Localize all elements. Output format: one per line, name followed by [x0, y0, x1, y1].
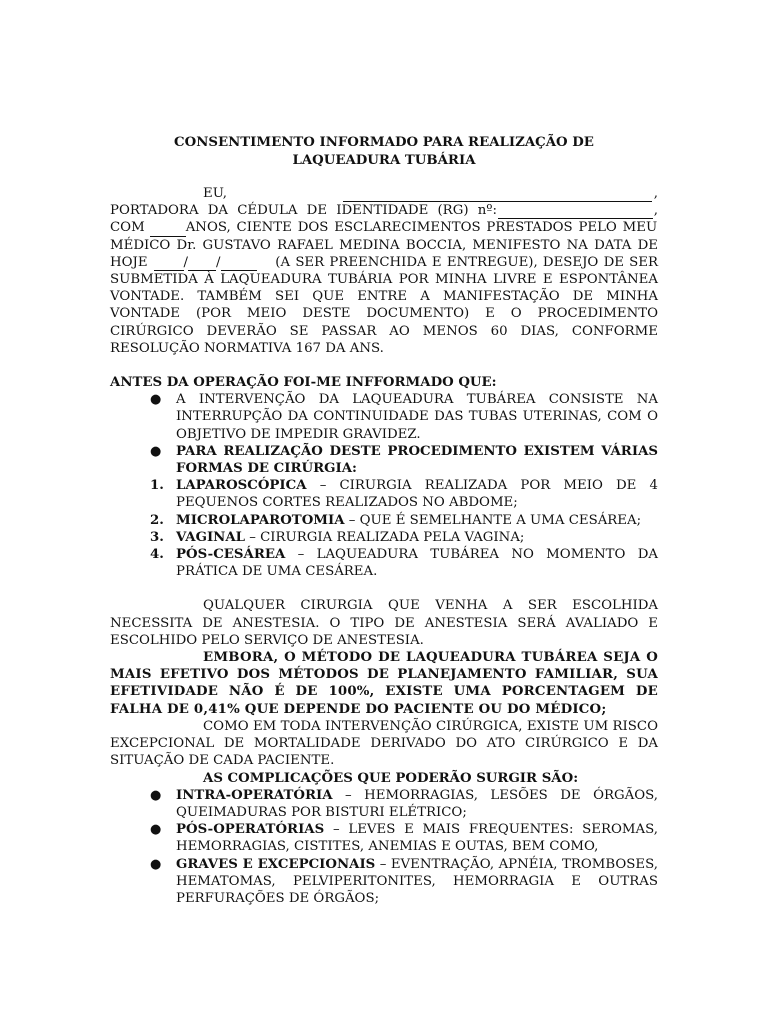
date-note: (A SER PREENCHIDA E ENTREGUE), DESEJO DE SER: [275, 254, 658, 270]
bullet-text: A INTERVENÇÃO DA LAQUEADURA TUBÁREA CONSISTE NA INTERRUPÇÃO DA CONTINUIDADE DAS TUBAS UTERINAS, COM O OBJETIVO DE IMPEDIR GRAVIDEZ.: [176, 392, 658, 442]
rg-label: PORTADORA DA CÉDULA DE IDENTIDADE (RG) nº:: [110, 203, 498, 219]
complication-desc: – HEMORRAGIAS, LESÕES DE ÓRGÃOS, QUEIMADURAS POR BISTURI ELÉTRICO;: [176, 787, 658, 820]
day-blank[interactable]: [154, 258, 184, 271]
age-blank[interactable]: [150, 224, 186, 237]
age-text: ANOS, CIENTE DOS ESCLARECIMENTOS PRESTADOS PELO MEU: [185, 220, 658, 236]
com-label: COM: [110, 220, 145, 236]
risk-paragraph: COMO EM TODA INTERVENÇÃO CIRÚRGICA, EXISTE UM RISCO EXCEPCIONAL DE MORTALIDADE DERIVADO DO ATO CIRÚRGICO E DA SITUAÇÃO DE CADA PACIENTE.: [110, 718, 658, 769]
doctor-line: MÉDICO Dr. GUSTAVO RAFAEL MEDINA BOCCIA, MENIFESTO NA DATA DE: [110, 237, 658, 253]
complications-heading: AS COMPLICAÇÕES QUE PODERÃO SURGIR SÃO:: [203, 770, 579, 786]
complication-term: INTRA-OPERATÓRIA: [176, 787, 333, 803]
list-item: [110, 443, 658, 477]
list-item: [110, 546, 658, 580]
rg-blank[interactable]: [498, 205, 653, 219]
bullet-icon: ●: [150, 392, 162, 408]
complication-desc: – EVENTRAÇÃO, APNÉIA, TROMBOSES, HEMATOMAS, PELVIPERITONITES, HEMORRAGIA E OUTRAS PERFURAÇÕES DE ÓRGÃOS;: [176, 856, 658, 906]
item-desc: – CIRURGIA REALIZADA POR MEIO DE 4 PEQUENOS CORTES REALIZADOS NO ABDOME;: [176, 478, 658, 511]
complication-desc: – LEVES E MAIS FREQUENTES: SEROMAS, HEMORRAGIAS, CISTITES, ANEMIAS E OUTAS, BEM COMO,: [176, 822, 658, 855]
rg-line: [110, 202, 658, 219]
before-bullets: [110, 391, 658, 477]
month-blank[interactable]: [188, 258, 216, 271]
name-comma: ,: [653, 186, 658, 201]
item-number: 2.: [150, 512, 164, 528]
item-term: MICROLAPAROTOMIA: [176, 512, 345, 528]
name-blank[interactable]: [343, 188, 652, 202]
bullet-icon: ●: [150, 443, 162, 459]
item-number: 3.: [150, 529, 164, 545]
efficacy-paragraph: EMBORA, O MÉTODO DE LAQUEADURA TUBÁREA SEJA O MAIS EFETIVO DOS MÉTODOS DE PLANEJAMENTO FAMILIAR, SUA EFETIVIDADE NÃO É DE 100%, EXISTE UMA PORCENTAGEM DE FALHA DE 0,41% QUE DEPENDE DO PACIENTE OU DO MÉDICO;: [110, 650, 658, 717]
anesthesia-paragraph: QUALQUER CIRURGIA QUE VENHA A SER ESCOLHIDA NECESSITA DE ANESTESIA. O TIPO DE ANESTESIA SERÁ AVALIADO E ESCOLHIDO PELO SERVIÇO DE ANESTESIA.: [110, 598, 658, 648]
item-number: 4.: [150, 547, 164, 563]
before-heading: ANTES DA OPERAÇÃO FOI-ME INFFORMADO QUE:: [110, 375, 497, 391]
complications-list: [110, 787, 658, 907]
list-item: [110, 477, 658, 511]
list-item: [110, 512, 658, 529]
item-term: PÓS-CESÁREA: [176, 547, 286, 563]
consent-paragraph: SUBMETIDA À LAQUEADURA TUBÁRIA POR MINHA LIVRE E ESPONTÂNEA VONTADE. TAMBÉM SEI QUE ENTRE A MANIFESTAÇÃO DE MINHA VONTADE (POR MEIO DESTE DOCUMENTO) E O PROCEDIMENTO CIRÚRGICO DEVERÃO SE PASSAR AO MENOS 60 DIAS, CONFORME RESOLUÇÃO NORMATIVA 167 DA ANS.: [110, 272, 658, 356]
item-number: 1.: [150, 478, 164, 494]
list-item: [110, 821, 658, 855]
list-item: [110, 787, 658, 821]
rg-comma: ,: [653, 203, 658, 219]
item-desc: – CIRURGIA REALIZADA PELA VAGINA;: [245, 529, 525, 545]
surgery-types-list: [110, 477, 658, 580]
list-item: [110, 391, 658, 443]
item-desc: – LAQUEADURA TUBÁREA NO MOMENTO DA PRÁTICA DE UMA CESÁREA.: [176, 547, 658, 580]
complication-term: GRAVES E EXCEPCIONAIS: [176, 856, 376, 872]
document-title-line-1: CONSENTIMENTO INFORMADO PARA REALIZAÇÃO DE: [174, 135, 594, 150]
bullet-icon: ●: [150, 787, 162, 803]
document-title-line-2: LAQUEADURA TUBÁRIA: [292, 152, 476, 168]
item-term: VAGINAL: [176, 529, 245, 545]
item-desc: – QUE É SEMELHANTE A UMA CESÁREA;: [344, 512, 642, 528]
complication-term: PÓS-OPERATÓRIAS: [176, 822, 325, 838]
date-line: [110, 254, 658, 271]
bullet-icon: ●: [150, 822, 162, 838]
bullet-icon: ●: [150, 856, 162, 872]
date-sep-2: /: [216, 254, 221, 270]
list-item: [110, 856, 658, 908]
item-term: LAPAROSCÓPICA: [176, 478, 307, 494]
bullet-text: PARA REALIZAÇÃO DESTE PROCEDIMENTO EXISTEM VÁRIAS FORMAS DE CIRÚRGIA:: [176, 443, 658, 477]
date-sep-1: /: [183, 254, 189, 270]
age-line: [110, 219, 658, 236]
name-line: [110, 185, 658, 202]
list-item: [110, 529, 658, 546]
year-blank[interactable]: [221, 258, 257, 271]
eu-label: EU,: [203, 186, 227, 201]
hoje-label: HOJE: [110, 254, 148, 270]
